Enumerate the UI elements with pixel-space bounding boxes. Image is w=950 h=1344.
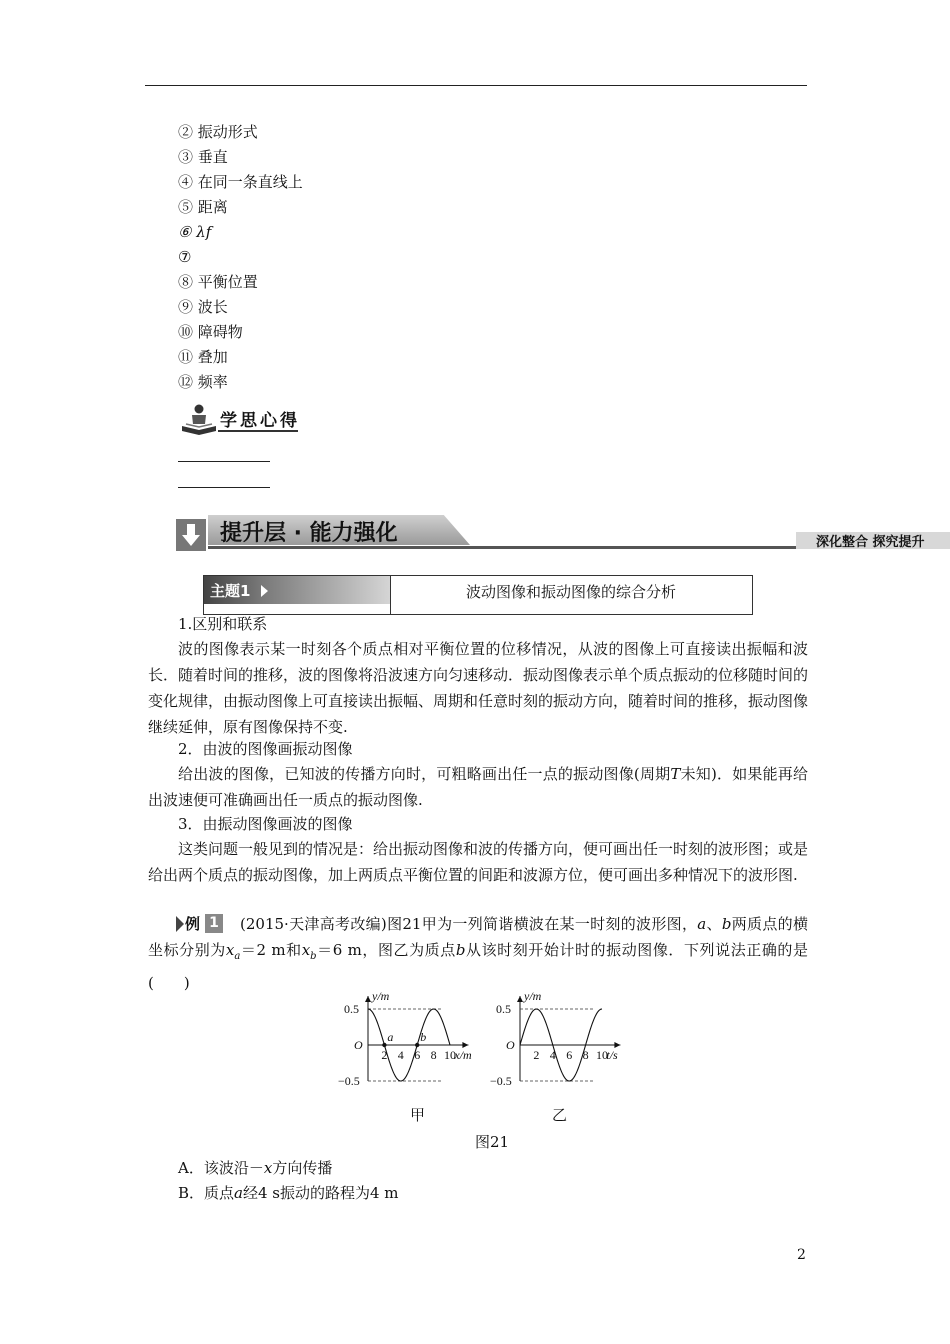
x-tick-label: 8 bbox=[430, 1048, 437, 1062]
y-tick-label: 0.5 bbox=[344, 1002, 359, 1016]
x-tick-label: 4 bbox=[397, 1048, 404, 1062]
answer-item: ⑥ λf bbox=[178, 223, 212, 241]
y-tick-label: −0.5 bbox=[490, 1074, 512, 1088]
down-arrow-icon bbox=[176, 519, 206, 551]
answer-item: ⑨ 波长 bbox=[178, 298, 228, 316]
section-banner bbox=[176, 515, 950, 555]
option-b: B．质点a经4 s振动的路程为4 m bbox=[178, 1184, 399, 1202]
y-tick-label: −0.5 bbox=[338, 1074, 360, 1088]
section-heading: 1.区别和联系 bbox=[178, 615, 268, 633]
y-axis-label: y/m bbox=[524, 990, 542, 1003]
answer-item: ⑫ 频率 bbox=[178, 373, 228, 391]
point-marker-a bbox=[382, 1043, 386, 1047]
xuesi-header bbox=[180, 402, 300, 436]
y-axis-arrow-icon bbox=[365, 996, 371, 1002]
xuesi-label: 学思心得 bbox=[220, 411, 300, 431]
answer-item: ⑤ 距离 bbox=[178, 198, 228, 216]
x-tick-label: 2 bbox=[533, 1048, 540, 1062]
blank-line bbox=[178, 487, 270, 488]
answer-item: ③ 垂直 bbox=[178, 148, 228, 166]
x-tick-label: 6 bbox=[414, 1048, 421, 1062]
figure-caption: 图21 bbox=[475, 1133, 510, 1151]
section-heading: 3．由振动图像画波的图像 bbox=[178, 815, 353, 833]
example-tag: 例 1 bbox=[176, 914, 230, 934]
point-label: b bbox=[420, 1030, 427, 1044]
reading-person-icon bbox=[180, 402, 220, 436]
section-body: 这类问题一般见到的情况是：给出振动图像和波的传播方向，便可画出任一时刻的波形图；或是给出两个质点的振动图像，加上两质点平衡位置的间距和波源方位，便可画出多种情况下的波形图. bbox=[148, 840, 809, 884]
triangle-icon bbox=[261, 585, 268, 597]
x-tick-label: 8 bbox=[582, 1048, 589, 1062]
answer-item: ④ 在同一条直线上 bbox=[178, 173, 303, 191]
x-axis-label: t/s bbox=[606, 1048, 618, 1062]
y-axis-label: y/m bbox=[372, 990, 390, 1003]
answer-item: ② 振动形式 bbox=[178, 123, 258, 141]
answer-item: ⑪ 叠加 bbox=[178, 348, 228, 366]
point-label: a bbox=[387, 1030, 394, 1044]
origin-label: O bbox=[506, 1038, 515, 1052]
x-tick-label: 10 bbox=[596, 1048, 608, 1062]
section-body: 给出波的图像，已知波的传播方向时，可粗略画出任一点的振动图像(周期T未知)．如果能再给出波速便可准确画出任一质点的振动图像. bbox=[148, 765, 808, 809]
vibration-graph bbox=[488, 990, 648, 1100]
option-a: A．该波沿－x方向传播 bbox=[178, 1159, 333, 1177]
header-rule bbox=[145, 85, 807, 86]
answer-item: ⑩ 障碍物 bbox=[178, 323, 243, 341]
page-number: 2 bbox=[797, 1247, 806, 1263]
topic-tag: 主题1 bbox=[210, 582, 251, 600]
banner-title: 提升层 · 能力强化 bbox=[220, 521, 398, 546]
x-tick-label: 2 bbox=[381, 1048, 388, 1062]
blank-line bbox=[178, 461, 270, 462]
x-tick-label: 6 bbox=[566, 1048, 573, 1062]
example-text: (2015·天津高考改编)图21甲为一列简谐横波在某一时刻的波形图，a、b两质点的横坐标分别为$x_a=2$ m和$x_b=6$ m，图乙为质点b从该时刻开始计时的振动图像．下列说法正确的是( ) bbox=[148, 915, 808, 992]
y-tick-label: 0.5 bbox=[496, 1002, 511, 1016]
answer-item: ⑦ bbox=[178, 248, 192, 266]
topic-title: 波动图像和振动图像的综合分析 bbox=[465, 583, 676, 601]
wave-graph bbox=[336, 990, 496, 1100]
section-heading: 2．由波的图像画振动图像 bbox=[178, 740, 353, 758]
y-axis-arrow-icon bbox=[517, 996, 523, 1002]
chart-label: 乙 bbox=[552, 1106, 568, 1124]
x-axis-label: x/m bbox=[454, 1048, 472, 1062]
topic-box bbox=[203, 575, 753, 615]
banner-subtitle: 深化整合 探究提升 bbox=[816, 535, 925, 550]
origin-label: O bbox=[354, 1038, 363, 1052]
x-tick-label: 4 bbox=[549, 1048, 556, 1062]
x-tick-label: 10 bbox=[444, 1048, 456, 1062]
point-marker-b bbox=[415, 1043, 419, 1047]
chart-label: 甲 bbox=[410, 1106, 426, 1124]
answer-item: ⑧ 平衡位置 bbox=[178, 273, 258, 291]
section-body: 波的图像表示某一时刻各个质点相对平衡位置的位移情况，从波的图像上可直接读出振幅和波长．随着时间的推移，波的图像将沿波速方向匀速移动．振动图像表示单个质点振动的位移随时间的变化规律，由振动图像上可直接读出振幅、周期和任意时刻的振动方向，随着时间的推移，振动图像继续延伸，原有图像保持不变. bbox=[148, 640, 809, 736]
